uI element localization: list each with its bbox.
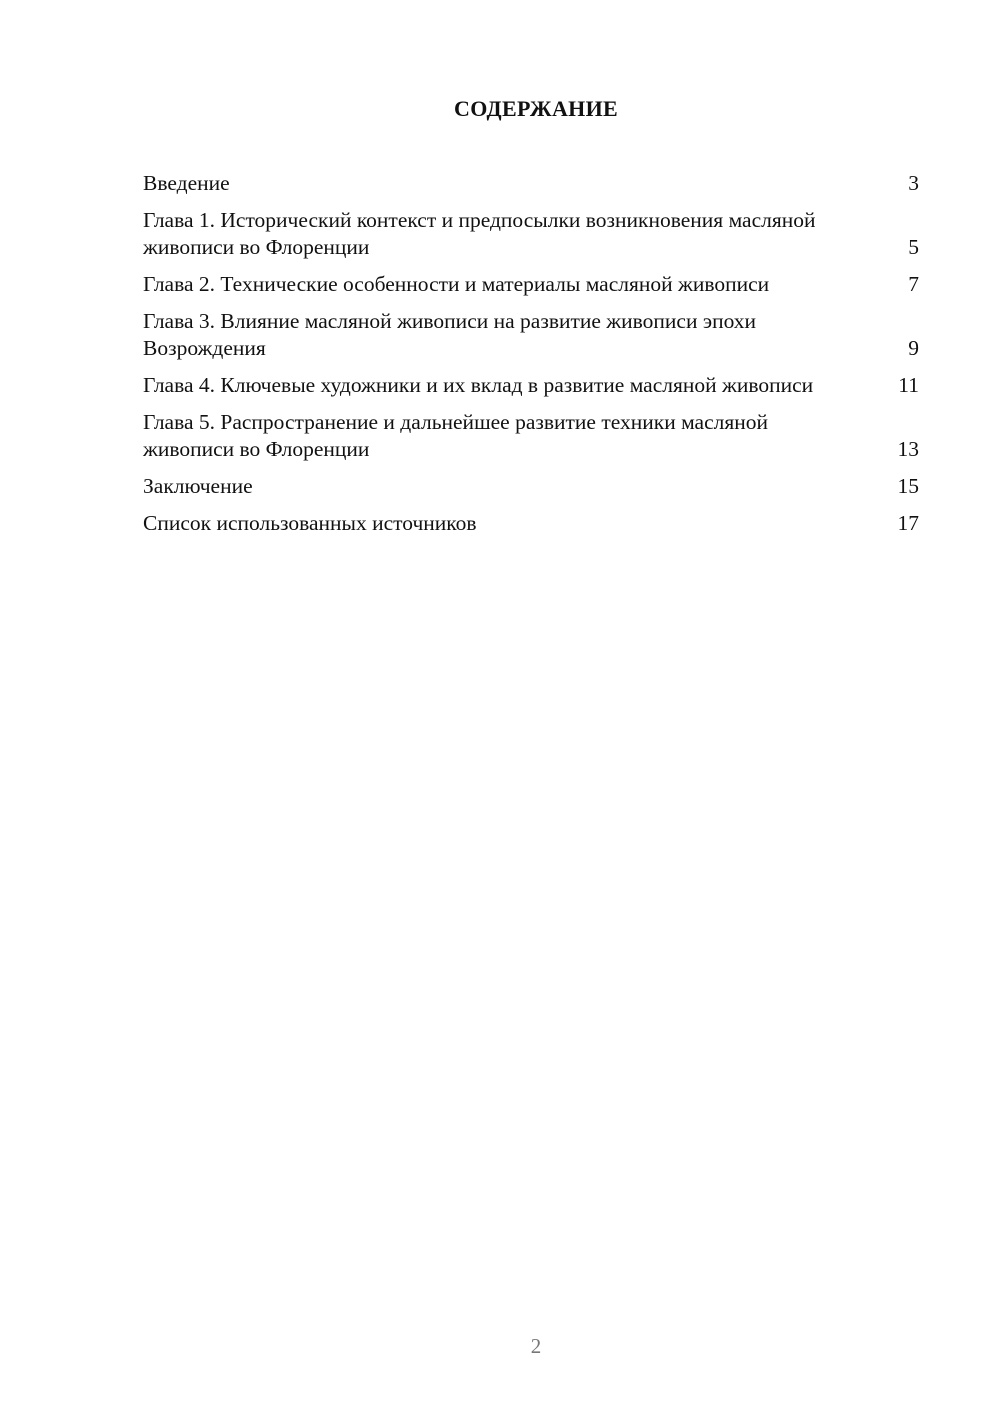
- page-number: 2: [530, 1334, 542, 1358]
- toc-entry-page: 3: [908, 171, 919, 195]
- toc-entry-title: Глава 3. Влияние масляной живописи на развитие живописи эпохи Возрождения: [143, 309, 757, 360]
- toc-entry-page: 9: [908, 336, 919, 360]
- toc-entry-title: Введение: [143, 171, 230, 195]
- table-of-contents: [143, 170, 919, 547]
- toc-entry-title: Заключение: [143, 474, 253, 498]
- toc-entry-title: Глава 4. Ключевые художники и их вклад в развитие масляной живописи: [143, 373, 814, 397]
- toc-entry-title: Глава 1. Исторический контекст и предпосылки возникновения масляной живописи во Флоренции: [143, 208, 816, 259]
- toc-entry-chapter-2: [143, 271, 919, 298]
- toc-entry-chapter-1: [143, 207, 919, 261]
- toc-entry-title: Список использованных источников: [143, 511, 477, 535]
- page-title: СОДЕРЖАНИЕ: [454, 96, 618, 121]
- toc-entry-chapter-4: [143, 372, 919, 399]
- toc-entry-page: 13: [897, 437, 919, 461]
- toc-entry-title: Глава 2. Технические особенности и материалы масляной живописи: [143, 272, 770, 296]
- toc-entry-chapter-5: [143, 409, 919, 463]
- toc-entry-page: 5: [908, 235, 919, 259]
- toc-entry-page: 11: [898, 373, 919, 397]
- toc-entry-references: [143, 510, 919, 537]
- toc-entry-title: Глава 5. Распространение и дальнейшее развитие техники масляной живописи во Флоренции: [143, 410, 769, 461]
- toc-entry-page: 7: [908, 272, 919, 296]
- toc-entry-page: 15: [897, 474, 919, 498]
- toc-entry-conclusion: [143, 473, 919, 500]
- toc-entry-introduction: [143, 170, 919, 197]
- toc-entry-chapter-3: [143, 308, 919, 362]
- toc-entry-page: 17: [897, 511, 919, 535]
